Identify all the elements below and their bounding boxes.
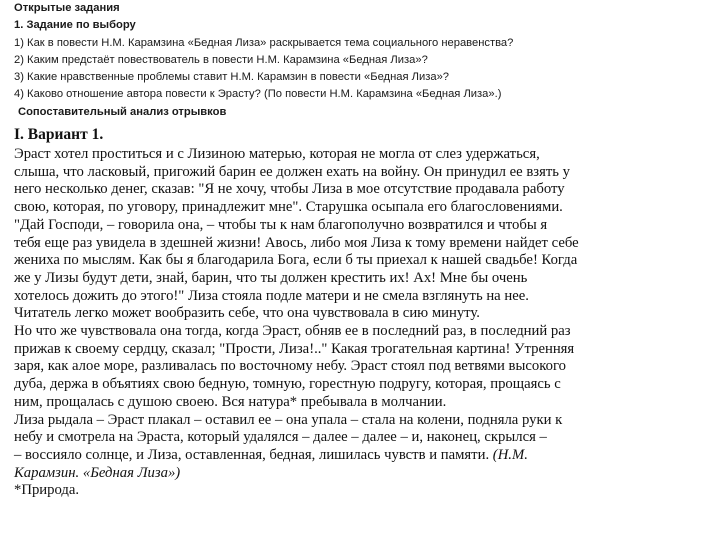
footnote: *Природа. [14,482,80,499]
text-line: Но что же чувствовала она тогда, когда Эраст, обняв ее в последний раз, в последний раз [14,323,571,340]
text-line: хотелось дожить до этого!" Лиза стояла подле матери и не смела взглянуть на нее. [14,287,529,304]
text-line: заря, как алое море, разливалась по восточному небу. Эраст стоял под ветвями высокого [14,358,566,375]
text-line: "Дай Господи, – говорила она, – чтобы ты к нам благополучно возвратился и чтобы я [14,216,548,233]
text-line [14,447,710,465]
page-title: Открытые задания [14,2,120,14]
text-line: прижав к своему сердцу, сказал; "Прости, Лиза!.." Какая трогательная картина! Утренняя [14,340,575,357]
citation-author: (Н.М. [492,446,528,463]
question-item: 2) Каким предстаёт повествователь в повести Н.М. Карамзина «Бедная Лиза»? [14,53,428,66]
text-line: свою, которая, по уговору, принадлежит мне". Старушка осыпала его благословениями. [14,199,563,216]
text-line: жениха по мыслям. Как бы я благодарила Бога, если б ты приехал к нашей свадьбе! Когда [14,252,578,269]
text-line: слыша, что ласковый, пригожий барин ее должен ехать на войну. Он принудил ее взять у [14,163,570,180]
citation-source: Карамзин. «Бедная Лиза») [14,464,181,481]
text-line: дуба, держа в объятиях свою бедную, томную, горестную подругу, которая, прощаясь с [14,376,561,393]
text-line: ним, прощалась с душою своею. Вся натура* пребывала в молчании. [14,393,447,410]
text-line: Лиза рыдала – Эраст плакал – оставил ее – она упала – стала на колени, подняла руки к [14,411,563,428]
question-item: 4) Каково отношение автора повести к Эрасту? (По повести Н.М. Карамзина «Бедная Лиза».) [14,88,502,101]
task-subtitle: 1. Задание по выбору [14,19,136,32]
variant-heading: I. Вариант 1. [14,126,104,143]
section-heading: Сопоставительный анализ отрывков [18,105,227,118]
text-line: же у Лизы будут дети, знай, барин, что ты должен крестить их! Ах! Мне бы очень [14,269,528,286]
tasks-block [14,0,714,121]
text-line: небу и смотрела на Эраста, который удалялся – далее – далее – и, наконец, скрылся – [14,429,547,446]
text-line: него несколько денег, сказав: "Я не хочу, чтобы Лиза в мое отсутствие продавала работу [14,181,565,198]
question-item: 3) Какие нравственные проблемы ставит Н.М. Карамзин в повести «Бедная Лиза»? [14,71,450,84]
excerpt-block [14,125,710,500]
text-line: тебя еще раз увидела в здешней жизни! Авось, либо моя Лиза к тому времени найдет себе [14,234,579,251]
text-line: Читатель легко может вообразить себе, что она чувствовала в сию минуту. [14,305,480,322]
text-line-content: – воссияло солнце, и Лиза, оставленная, бедная, лишилась чувств и памяти. [14,446,490,463]
question-item: 1) Как в повести Н.М. Карамзина «Бедная Лиза» раскрывается тема социального неравенства? [14,36,514,49]
text-line: Эраст хотел проститься и с Лизиною матерью, которая не могла от слез удержаться, [14,146,540,162]
